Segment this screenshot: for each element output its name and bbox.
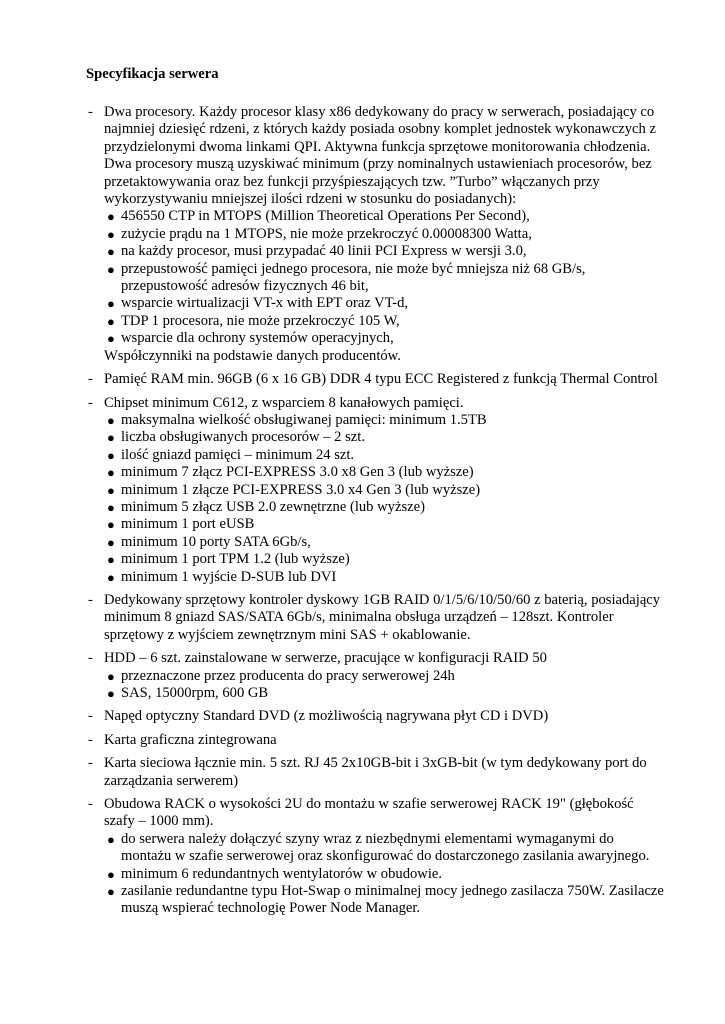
- list-item: [104, 883, 666, 918]
- list-item: [104, 831, 666, 866]
- dash-marker: -: [88, 796, 93, 813]
- bullet-list: [104, 208, 666, 347]
- list-item: [104, 226, 666, 243]
- list-item-text: minimum 5 złącz USB 2.0 zewnętrzne (lub wyższe): [121, 498, 425, 515]
- bullet-icon: ●: [107, 447, 115, 463]
- list-item-text: SAS, 15000rpm, 600 GB: [121, 685, 269, 701]
- list-item: [104, 412, 666, 429]
- bullet-icon: ●: [107, 517, 115, 533]
- list-item-text: ilość gniazd pamięci – minimum 24 szt.: [121, 446, 355, 463]
- spec-item-text: HDD – 6 szt. zainstalowane w serwerze, pracujące w konfiguracji RAID 50: [104, 650, 547, 667]
- list-item: [104, 551, 666, 568]
- bullet-list: [104, 412, 666, 586]
- list-item-text: minimum 1 wyjście D-SUB lub DVI: [121, 568, 337, 585]
- list-item: [104, 429, 666, 446]
- list-item-text: TDP 1 procesora, nie może przekroczyć 105 W,: [121, 312, 400, 329]
- bullet-icon: ●: [107, 430, 115, 446]
- spec-item: [86, 796, 666, 918]
- bullet-list: [104, 831, 666, 918]
- bullet-icon: ●: [107, 465, 115, 481]
- list-item: [104, 569, 666, 586]
- spec-item: [86, 395, 666, 586]
- bullet-icon: ●: [107, 668, 115, 684]
- dash-marker: -: [88, 755, 93, 772]
- list-item: [104, 668, 666, 685]
- dash-marker: -: [88, 591, 93, 608]
- list-item: [104, 243, 666, 260]
- spec-item-text: Karta sieciowa łącznie min. 5 szt. RJ 45 2x10GB-bit i 3xGB-bit (w tym dedykowany port do zarządzania serwerem): [104, 755, 647, 789]
- spec-list: [86, 104, 666, 924]
- list-item-text: na każdy procesor, musi przypadać 40 linii PCI Express w wersji 3.0,: [121, 243, 527, 260]
- list-item-text: zasilanie redundantne typu Hot-Swap o minimalnej mocy jednego zasilacza 750W. Zasilacze muszą wspierać technologię Power Node Manager.: [121, 883, 664, 917]
- bullet-icon: ●: [107, 412, 115, 428]
- bullet-icon: ●: [107, 226, 115, 242]
- list-item-text: maksymalna wielkość obsługiwanej pamięci: minimum 1.5TB: [121, 411, 487, 428]
- list-item-text: przepustowość pamięci jednego procesora, nie może być mniejsza niż 68 GB/s, przepustowość adresów fizycznych 46 bit,: [121, 260, 586, 295]
- list-item: [104, 208, 666, 225]
- list-item-text: przeznaczone przez producenta do pracy serwerowej 24h: [121, 667, 455, 684]
- spec-item-text: Pamięć RAM min. 96GB (6 x 16 GB) DDR 4 typu ECC Registered z funkcją Thermal Control: [104, 371, 658, 388]
- bullet-icon: ●: [107, 482, 115, 498]
- bullet-icon: ●: [107, 313, 115, 329]
- list-item: [104, 330, 666, 347]
- list-item: [104, 447, 666, 464]
- bullet-icon: ●: [107, 534, 115, 550]
- spec-item-text: Napęd optyczny Standard DVD (z możliwością nagrywana płyt CD i DVD): [104, 708, 549, 725]
- list-item-text: liczba obsługiwanych procesorów – 2 szt.: [121, 429, 365, 446]
- bullet-icon: ●: [107, 866, 115, 882]
- bullet-icon: ●: [107, 831, 115, 847]
- list-item-text: minimum 10 porty SATA 6Gb/s,: [121, 533, 311, 550]
- list-item-text: zużycie prądu na 1 MTOPS, nie może przekroczyć 0.00008300 Watta,: [121, 225, 532, 242]
- spec-item: [86, 650, 666, 702]
- spec-item: [86, 732, 666, 749]
- bullet-icon: ●: [107, 569, 115, 585]
- document-title: Specyfikacja serwera: [86, 66, 219, 82]
- bullet-icon: ●: [107, 331, 115, 347]
- dash-marker: -: [88, 394, 93, 411]
- bullet-list: [104, 668, 666, 703]
- list-item-text: minimum 6 redundantnych wentylatorów w obudowie.: [121, 865, 443, 882]
- list-item-text: 456550 CTP in MTOPS (Million Theoretical Operations Per Second),: [121, 208, 530, 225]
- bullet-icon: ●: [107, 244, 115, 260]
- dash-marker: -: [88, 104, 93, 120]
- spec-item: [86, 592, 666, 644]
- spec-item-text: Chipset minimum C612, z wsparciem 8 kanałowych pamięci.: [104, 394, 464, 411]
- dash-marker: -: [88, 371, 93, 388]
- list-item: [104, 866, 666, 883]
- bullet-icon: ●: [107, 296, 115, 312]
- bullet-icon: ●: [107, 261, 115, 277]
- bullet-icon: ●: [107, 499, 115, 515]
- spec-item-text: Obudowa RACK o wysokości 2U do montażu w szafie serwerowej RACK 19" (głębokość szafy – 1000 mm).: [104, 796, 634, 830]
- list-item-text: minimum 1 złącze PCI-EXPRESS 3.0 x4 Gen 3 (lub wyższe): [121, 481, 481, 498]
- list-item: [104, 516, 666, 533]
- list-item: [104, 534, 666, 551]
- dash-marker: -: [88, 650, 93, 667]
- list-item-text: minimum 1 port eUSB: [121, 516, 255, 533]
- bullet-icon: ●: [107, 686, 115, 701]
- list-item-text: minimum 7 złącz PCI-EXPRESS 3.0 x8 Gen 3 (lub wyższe): [121, 464, 474, 481]
- spec-item: [86, 104, 666, 365]
- list-item: [104, 295, 666, 312]
- list-item: [104, 313, 666, 330]
- bullet-icon: ●: [107, 552, 115, 568]
- spec-item-text: Karta graficzna zintegrowana: [104, 731, 277, 748]
- dash-marker: -: [88, 731, 93, 748]
- list-item: [104, 685, 666, 702]
- list-item-text: wsparcie dla ochrony systemów operacyjnych,: [121, 330, 394, 347]
- spec-item: [86, 708, 666, 725]
- list-item: [104, 499, 666, 516]
- list-item: [104, 482, 666, 499]
- list-item-text: do serwera należy dołączyć szyny wraz z niezbędnymi elementami wymaganymi do montażu w szafie serwerowej oraz skonfigurować do dostarczonego zasilania awaryjnego.: [121, 830, 650, 865]
- bullet-icon: ●: [107, 209, 115, 225]
- list-item-text: wsparcie wirtualizacji VT-x with EPT oraz VT-d,: [121, 295, 409, 312]
- spec-note: Współczynniki na podstawie danych producentów.: [104, 347, 401, 364]
- spec-item: [86, 371, 666, 388]
- list-item: [104, 261, 666, 296]
- list-item-text: minimum 1 port TPM 1.2 (lub wyższe): [121, 551, 350, 568]
- dash-marker: -: [88, 708, 93, 725]
- bullet-icon: ●: [107, 884, 115, 900]
- spec-item: [86, 755, 666, 790]
- list-item: [104, 464, 666, 481]
- spec-item-text: Dedykowany sprzętowy kontroler dyskowy 1GB RAID 0/1/5/6/10/50/60 z baterią, posiadający minimum 8 gniazd SAS/SATA 6Gb/s, minimalna obsługa urządzeń – 128szt. Kontroler sprzętowy z wyjściem zewnętrznym mini SAS + okablowanie.: [104, 591, 661, 643]
- spec-item-text: Dwa procesory. Każdy procesor klasy x86 dedykowany do pracy w serwerach, posiadający co najmniej dziesięć rdzeni, z których każdy posiada osobny komplet jednostek wykonawczych z przydzielonymi dwoma linkami QPI. Aktywna funkcja sprzętowe monitorowania chłodzenia. Dwa procesory muszą uzyskiwać minimum (przy nominalnych ustawieniach procesorów, bez przetaktowywania oraz bez funkcji przyśpieszających tzw. ”Turbo” włączanych przy wykorzystywaniu mniejszej ilości rdzeni w stosunku do posiadanych):: [104, 104, 656, 208]
